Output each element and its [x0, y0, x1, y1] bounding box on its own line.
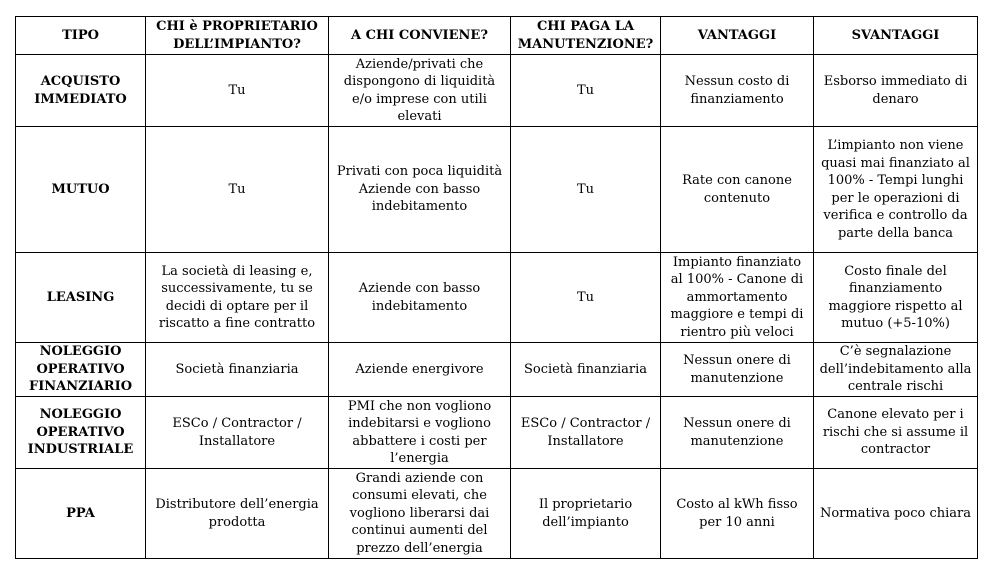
cell-vantaggi: Impianto finanziato al 100% - Canone di ammortamento maggiore e tempi di rientro più veloci — [661, 253, 814, 343]
table-row — [16, 397, 978, 469]
cell-proprietario: La società di leasing e, successivamente, tu se decidi di optare per il riscatto a fine contratto — [146, 253, 329, 343]
header-proprietario: CHI è PROPRIETARIO DELL’IMPIANTO? — [146, 17, 329, 55]
cell-svantaggi: Canone elevato per i rischi che si assume il contractor — [814, 397, 978, 469]
cell-proprietario: Tu — [146, 55, 329, 127]
cell-svantaggi: Costo finale del finanziamento maggiore rispetto al mutuo (+5-10%) — [814, 253, 978, 343]
cell-svantaggi: C’è segnalazione dell’indebitamento alla centrale rischi — [814, 343, 978, 397]
cell-vantaggi: Nessun costo di finanziamento — [661, 55, 814, 127]
header-row — [16, 17, 978, 55]
cell-vantaggi: Nessun onere di manutenzione — [661, 343, 814, 397]
cell-conviene: Aziende/privati che dispongono di liquidità e/o imprese con utili elevati — [329, 55, 511, 127]
cell-manutenzione: Il proprietario dell’impianto — [511, 469, 661, 559]
cell-svantaggi: Normativa poco chiara — [814, 469, 978, 559]
cell-manutenzione: Tu — [511, 253, 661, 343]
table-row — [16, 127, 978, 253]
cell-conviene: Grandi aziende con consumi elevati, che vogliono liberarsi dai continui aumenti del prezzo dell’energia — [329, 469, 511, 559]
cell-tipo: MUTUO — [16, 127, 146, 253]
header-manutenzione: CHI PAGA LA MANUTENZIONE? — [511, 17, 661, 55]
cell-conviene: PMI che non vogliono indebitarsi e vogliono abbattere i costi per l’energia — [329, 397, 511, 469]
table-row — [16, 469, 978, 559]
cell-vantaggi: Costo al kWh fisso per 10 anni — [661, 469, 814, 559]
header-tipo: TIPO — [16, 17, 146, 55]
header-svantaggi: SVANTAGGI — [814, 17, 978, 55]
cell-svantaggi: Esborso immediato di denaro — [814, 55, 978, 127]
table-row — [16, 253, 978, 343]
cell-proprietario: Tu — [146, 127, 329, 253]
cell-proprietario: Distributore dell’energia prodotta — [146, 469, 329, 559]
cell-vantaggi: Rate con canone contenuto — [661, 127, 814, 253]
table-row — [16, 343, 978, 397]
header-vantaggi: VANTAGGI — [661, 17, 814, 55]
financing-comparison-table — [15, 16, 978, 559]
cell-manutenzione: Tu — [511, 55, 661, 127]
cell-proprietario: ESCo / Contractor / Installatore — [146, 397, 329, 469]
cell-manutenzione: ESCo / Contractor / Installatore — [511, 397, 661, 469]
cell-tipo: PPA — [16, 469, 146, 559]
cell-manutenzione: Tu — [511, 127, 661, 253]
cell-svantaggi: L’impianto non viene quasi mai finanziato al 100% - Tempi lunghi per le operazioni di verifica e controllo da parte della banca — [814, 127, 978, 253]
cell-conviene: Privati con poca liquidità Aziende con basso indebitamento — [329, 127, 511, 253]
cell-tipo: LEASING — [16, 253, 146, 343]
comparison-table-wrapper — [15, 16, 978, 559]
cell-conviene: Aziende energivore — [329, 343, 511, 397]
cell-manutenzione: Società finanziaria — [511, 343, 661, 397]
cell-tipo: ACQUISTO IMMEDIATO — [16, 55, 146, 127]
cell-vantaggi: Nessun onere di manutenzione — [661, 397, 814, 469]
header-conviene: A CHI CONVIENE? — [329, 17, 511, 55]
cell-proprietario: Società finanziaria — [146, 343, 329, 397]
cell-tipo: NOLEGGIO OPERATIVO FINANZIARIO — [16, 343, 146, 397]
table-row — [16, 55, 978, 127]
cell-tipo: NOLEGGIO OPERATIVO INDUSTRIALE — [16, 397, 146, 469]
cell-conviene: Aziende con basso indebitamento — [329, 253, 511, 343]
